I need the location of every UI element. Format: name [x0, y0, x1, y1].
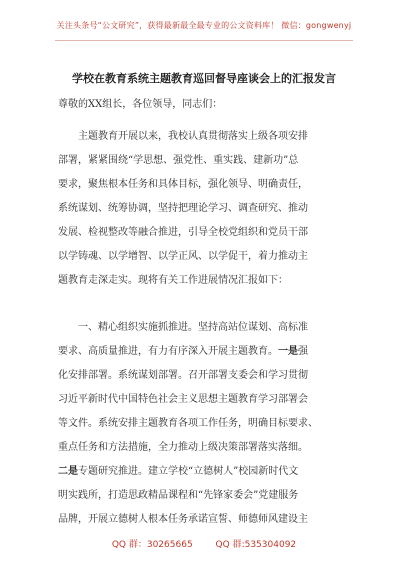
paragraph-text: 强 — [298, 346, 308, 357]
paragraph-line: 部署，紧紧围绕“学思想、强党性、重实践、建新功”总 — [58, 155, 299, 166]
header-banner: 关注头条号“公文研究”，获得最新最全最专业的公文资料库！ 微信：gongwenyj — [56, 21, 352, 30]
paragraph-line: 发展、检视整改等融合推进，引导全校党组织和党员干部 — [58, 227, 308, 238]
paragraph-text: 系统谋划部署。召开部署支委会和学习贯彻 — [118, 370, 308, 381]
paragraph-line: 品牌，开展立德树人根本任务承诺宣誓、师德师风建设主 — [58, 514, 308, 525]
emphasis-text: 一是 — [278, 346, 298, 357]
header-divider — [55, 40, 353, 41]
paragraph-text: 要求、高质量推进，有力有序深入开展主题教育。 — [58, 346, 278, 357]
paragraph-line — [58, 465, 298, 479]
paragraph-line: 要求，聚焦根本任务和具体目标，强化领导、明确责任， — [58, 179, 308, 190]
paragraph-line: 一、精心组织实施抓推进。坚持高站位谋划、高标准 — [78, 322, 308, 333]
paragraph-text: 专题研究推进。建立学校“立德树人”校园新时代文 — [78, 466, 299, 477]
paragraph-line: 主题教育开展以来，我校认真贯彻落实上级各项安排 — [78, 131, 308, 142]
qq-group-2: QQ 群:535304092 — [215, 540, 297, 550]
paragraph-line: 以学铸魂、以学增智、以学正风、以学促干，着力推动主 — [58, 251, 308, 262]
qq-group-1: QQ 群：30265665 — [111, 540, 193, 550]
paragraph-line: 习近平新时代中国特色社会主义思想主题教育学习部署会 — [58, 394, 308, 405]
paragraph-line: 明实践所，打造思政精品课程和“先锋家委会”党建服务 — [58, 490, 299, 501]
paragraph-line: 重点任务和方法措施，全力推动上级决策部署落实落细。 — [58, 442, 308, 453]
paragraph-line: 系统谋划、统筹协调，坚持把理论学习、调查研究、推动 — [58, 203, 308, 214]
paragraph-line — [58, 345, 308, 359]
paragraph-line: 等文件。系统安排主题教育各项工作任务，明确目标要求、 — [58, 418, 318, 429]
paragraph-line: 题教育走深走实。现将有关工作进展情况汇报如下： — [58, 275, 288, 286]
salutation: 尊敬的XX组长，各位领导，同志们： — [58, 99, 223, 110]
paragraph-text: 化安排部署。 — [58, 370, 118, 381]
footer-contact — [0, 537, 408, 550]
page-title: 学校在教育系统主题教育巡回督导座谈会上的汇报发言 — [72, 72, 336, 85]
emphasis-text: 二是 — [58, 466, 78, 477]
paragraph-line — [58, 369, 308, 383]
